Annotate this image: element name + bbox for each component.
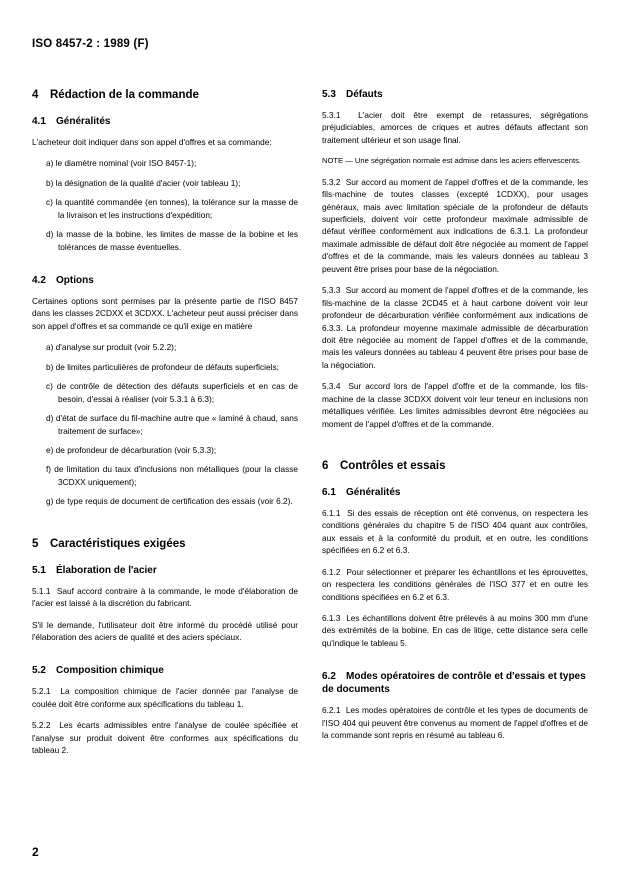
section-title-4: Rédaction de la commande [50, 89, 199, 101]
subsection-title-4-1: Généralités [56, 115, 111, 127]
section-heading-6 [322, 459, 588, 474]
subsection-heading-6-1 [322, 486, 588, 499]
list-item: c) la quantité commandée (en tonnes), la tolérance sur la masse de la livraison et les instructions d'expédition; [46, 197, 298, 220]
paragraph-6-1-3 [322, 612, 588, 649]
list-4-1 [32, 157, 298, 253]
subsection-heading-5-1 [32, 564, 298, 577]
list-item: g) de type requis de document de certification des essais (voir 6.2). [46, 496, 293, 507]
subsection-number-5-3: 5.3 [322, 89, 336, 100]
paragraph-text-5-3-2: Sur accord au moment de l'appel d'offres et de la commande, les fils-machine de toutes classes (excepté 1CDXX), pour usages généraux, mais avec limitation spéciale de la profondeur de défauts superficiels, doivent voir cette profondeur maximale admissible de défaut vérifiee conformément aux indications de 6.3.1. La profondeur maximale admissible de défaut doit être négociée au moment de l'appel d'offres et de la commande, mais les valeurs données au tableau 3 peuvent être prises pour base de la négociation. [322, 176, 588, 274]
subsection-title-5-3: Défauts [346, 89, 383, 100]
subsection-heading-5-3 [322, 88, 588, 101]
paragraph-5-3-2 [322, 176, 588, 276]
paragraph-5-3-3 [322, 284, 588, 371]
list-item: a) le diamètre nominal (voir ISO 8457-1); [46, 158, 197, 169]
paragraph-5-1-1 [32, 585, 298, 610]
paragraph-label-5-2-1: 5.2.1 [32, 686, 51, 697]
subsection-title-4-2: Options [56, 275, 94, 286]
section-heading-5 [32, 537, 298, 552]
paragraph-label-6-1-2: 6.1.2 [322, 566, 341, 577]
subsection-number-6-2: 6.2 [322, 671, 336, 683]
subsection-title-5-2: Composition chimique [56, 665, 164, 677]
paragraph-label-5-3-2: 5.3.2 [322, 176, 341, 187]
paragraph-5-3-1 [322, 109, 588, 146]
subsection-number-4-1: 4.1 [32, 115, 46, 127]
section-title-5: Caractéristiques exigées [50, 537, 186, 550]
subsection-title-6-2: Modes opératoires de contrôle et d'essais et types de documents [322, 671, 586, 696]
page-header: ISO 8457-2 : 1989 (F) [32, 38, 149, 50]
paragraph-5-3-4 [322, 380, 588, 430]
paragraph-label-5-3-1: 5.3.1 [322, 110, 341, 120]
paragraph-text-5-2-2: Les écarts admissibles entre l'analyse de coulée spécifiée et l'analyse sur produit doivent être conformes aux spécifications du tableau 2. [32, 720, 298, 756]
paragraph-label-6-1-1: 6.1.1 [322, 507, 341, 518]
paragraph-text-5-1-1: Sauf accord contraire à la commande, le mode d'élaboration de l'acier est laissé à la discrétion du fabricant. [32, 585, 298, 609]
paragraph-label-6-2-1: 6.2.1 [322, 705, 341, 716]
subsection-number-5-1: 5.1 [32, 564, 46, 576]
paragraph-6-1-1 [322, 507, 588, 557]
section-heading-4 [32, 88, 298, 103]
paragraph-text-6-2-1: Les modes opératoires de contrôle et les types de documents de l'ISO 404 qui peuvent être convenus au moment de l'appel d'offres et de la commande sont repris en résumé au tableau 6. [322, 705, 588, 741]
paragraph-text-6-1-1: Si des essais de réception ont été convenus, on respectera les conditions générales du chapitre 5 de l'ISO 404 quant aux contrôles, aux essais et à la conformité du produit, et en outre, les conditions spécifiées en 6.2 et 6.3. [322, 507, 588, 556]
subsection-number-4-2: 4.2 [32, 275, 46, 286]
two-column-body [32, 88, 588, 766]
list-item: f) de limitation du taux d'inclusions non métalliques (pour la classe 3CDXX uniquement); [46, 464, 298, 487]
right-column [322, 88, 588, 766]
subsection-heading-5-2 [32, 664, 298, 677]
section-number-5: 5 [32, 537, 39, 550]
list-item: c) de contrôle de détection des défauts superficiels et en cas de besoin, d'essai à réaliser (voir 5.3.1 à 6.3); [46, 381, 298, 404]
note-5-3-1: NOTE — Une ségrégation normale est admise dans les aciers effervescents. [322, 156, 582, 166]
list-item: b) la désignation de la qualité d'acier (voir tableau 1); [46, 177, 241, 188]
list-item: a) d'analyse sur produit (voir 5.2.2); [46, 342, 177, 353]
paragraph-text-6-1-2: Pour sélectionner et préparer les échantillons et les éprouvettes, on respectera les conditions générales de l'ISO 377 et en outre les conditions spécifiées en 6.2 et 6.3. [322, 566, 588, 602]
paragraph-label-5-2-2: 5.2.2 [32, 720, 51, 731]
list-4-2 [32, 341, 298, 507]
subsection-title-6-1: Généralités [346, 486, 401, 498]
paragraph-text-6-1-3: Les échantillons doivent être prélevés à au moins 300 mm d'une des extrémités de la bobine. En cas de litige, cette distance sera celle qu'indique le tableau 5. [322, 613, 588, 648]
paragraph-label-6-1-3: 6.1.3 [322, 613, 341, 624]
page-number: 2 [32, 845, 39, 859]
section-number-4: 4 [32, 89, 39, 101]
paragraph-text-5-2-1: La composition chimique de l'acier donnée par l'analyse de coulée doit être conforme aux spécifications du tableau 1. [32, 686, 298, 709]
subsection-heading-4-2 [32, 274, 298, 287]
paragraph-label-5-3-3: 5.3.3 [322, 285, 341, 296]
list-item: b) de limites particulières de profondeur de défauts superficiels; [46, 361, 279, 372]
paragraph-5-1-2: S'il le demande, l'utilisateur doit être informé du procédé utilisé pour l'élaboration des aciers de qualité et des aciers spéciaux. [32, 619, 298, 642]
paragraph-5-2-1 [32, 685, 298, 710]
paragraph-6-2-1 [322, 704, 588, 741]
list-item: d) d'état de surface du fil-machine autre que « laminé à chaud, sans traitement de surface»; [46, 413, 298, 436]
paragraph-4-1-intro: L'acheteur doit indiquer dans son appel d'offres et sa commande: [32, 136, 272, 147]
paragraph-label-5-3-4: 5.3.4 [322, 381, 341, 392]
paragraph-5-2-2 [32, 719, 298, 756]
list-item: e) de profondeur de décarburation (voir 5.3.3); [46, 444, 217, 455]
paragraph-text-5-3-3: Sur accord au moment de l'appel d'offres et de la commande, les fils-machine de la classe 2CD45 et à haut carbone doivent voir leur profondeur de décarburation vérifiée conformément aux indications de 6.3.3. La profondeur moyenne maximale admissible de décarburation doit être négociée au moment de l'appel d'offres et de la commande, mais les valeurs données au tableau 4 peuvent être prises pour base de la négociation. [322, 285, 588, 370]
paragraph-6-1-2 [322, 566, 588, 603]
subsection-heading-6-2 [322, 670, 588, 696]
section-title-6: Contrôles et essais [340, 460, 446, 473]
paragraph-text-5-3-4: Sur accord lors de l'appel d'offre et de la commande, los fils-machine de la classe 3CDXX doivent voir leur teneur en inclusions non métalliques vérifiée. Les limites admissibles devront être négociées au moment de l'appel d'offres et de la commande. [322, 381, 588, 429]
left-column [32, 88, 298, 766]
subsection-number-5-2: 5.2 [32, 665, 46, 677]
section-number-6: 6 [322, 460, 329, 473]
list-item: d) la masse de la bobine, les limites de masse de la bobine et les tolérances de masse éventuelles. [46, 229, 298, 252]
paragraph-label-5-1-1: 5.1.1 [32, 585, 51, 596]
subsection-heading-4-1 [32, 115, 298, 128]
subsection-number-6-1: 6.1 [322, 486, 336, 498]
subsection-title-5-1: Élaboration de l'acier [56, 564, 157, 576]
paragraph-text-5-3-1: L'acier doit être exempt de retassures, ségrégations préjudiciables, amorces de criques et autres défauts affectant son traitement ultérieur et son usage final. [322, 110, 588, 145]
paragraph-4-2-intro: Certaines options sont permises par la présente partie de l'ISO 8457 dans les classes 2CDXX et 3CDXX. L'acheteur peut aussi préciser dans son appel d'offres et sa commande ce qu'il exige en matière [32, 296, 298, 331]
